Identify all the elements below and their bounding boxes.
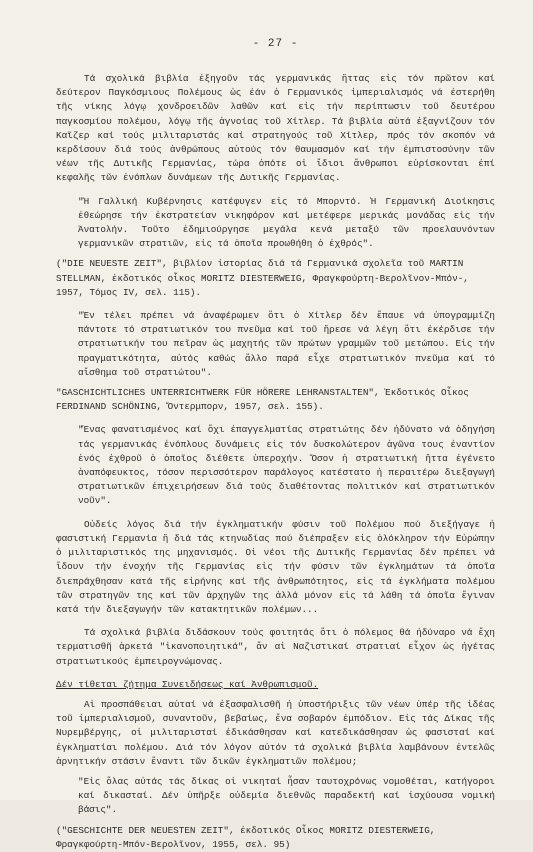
quote-victors-judges: "Εἰς ὅλας αὐτάς τάς δίκας οἱ νικηταί ἦσαν ταυτοχρόνως νομοθέται, κατήγοροι καί δικασταί. Δέν ὑπῆρξε οὐδεμία διεθνῶς παραδεκτή καί ἰσχύουσα νομική βάσις".: [78, 775, 495, 816]
paragraph-criminal-nature: Οὐδείς λόγος διά τήν ἐγκληματικήν φύσιν τοῦ Πολέμου πού διεξήγαγε ἡ φασιστική Γερμανία ἤ διά τάς κτηνωδίας πού διέπραξεν εἰς ὁλόκληρον τήν Εὐρώπην ὁ μιλιταριστικός της μηχανισμός. Οἱ νέοι τῆς Δυτικῆς Γερμανίας δέν πρέπει νά ἴδουν τήν ἐνοχήν τῆς Γερμανίας εἰς τήν φύσιν τῶν ἐγκλημάτων τά ὁποῖα διεπράχθησαν κατά τῆς εἰρήνης καί τῆς ἀνθρωπότητος, εἰς τά ἐγκλήματα πολέμου τῶν στρατηγῶν της καί τῶν ἀρχηγῶν της ἀλλά μόνον εἰς τά λάθη τά ὁποῖα ἔγιναν κατά τήν διεξαγωγήν τῶν κατακτητικῶν πολέμων...: [56, 518, 495, 615]
paragraph-nuremberg: Αἱ προσπάθειαι αὐταί νά ἐξασφαλισθῆ ἡ ὑποστήριξις τῶν νέων ὑπέρ τῆς ἰδέας τοῦ ἰμπεριαλισμοῦ, συναντοῦν, βεβαίως, ἕνα σοβαρόν ἐμπόδιον. Εἰς τάς Δίκας τῆς Νυρεμβέργης, οἱ μιλιταρισταί ἐδικάσθησαν καί κατεδικάσθησαν ὡς φασισταί καί ἐγκληματίαι πολέμου. Διά τόν λόγον αὐτόν τά σχολικά βιβλία λαμβάνουν ἐντελῶς ἀρνητικήν στάσιν ἔναντι τῶν δικῶν ἐγκληματιῶν πολέμου;: [56, 698, 495, 767]
citation-unterrichtwerk: "GASCHICHTLICHES UNTERRICHTWERK FÜR HÖRERE LEHRANSTALTEN", Ἐκδοτικός Οἶκος FERDINAND SCHÖNING, Ὄντερμπορν, 1957, σελ. 155).: [56, 387, 469, 413]
paragraph-school-books: Τά σχολικά βιβλία ἐξηγοῦν τάς γερμανικάς ἥττας εἰς τόν πρῶτον καί δεύτερον Παγκόσμιους Πολέμους ὡς ἐάν ὁ Γερμανικός ἰμπεριαλισμός νά ἐστερήθη τῆς νίκης λόγῳ χονδροειδῶν λαθῶν καί εἰς τήν περίπτωσιν τοῦ δευτέρου παγκοσμίου πολέμου, λόγῳ τῆς ἀγνοίας τοῦ Χίτλερ. Τά βιβλία αὐτά ἐξαγνίζουν τόν Καῖζερ καί τούς μιλιταριστάς καί στρατηγούς τοῦ Χίτλερ, πρός τόν σκοπόν νά κερδίσουν διά τούς ἀνθρώπους αὐτούς τόν θαυμασμόν καί τήν ἐμπιστοσύνην τῶν νέων τῆς Δυτικῆς Γερμανίας, τώρα ὁπότε οἱ ἴδιοι ἄνθρωποι εὑρίσκονται ἐπί κεφαλῆς τῶν ἐνόπλων δυνάμεων τῆς Δυτικῆς Γερμανίας.: [56, 73, 495, 184]
page-number: - 27 -: [252, 38, 299, 50]
citation-geschichte: ("GESCHICHTE DER NEUESTEN ZEIT", ἐκδοτικός Οἶκος MORITZ DIESTERWEIG, Φραγκφούρτη-Μπόν-Βερολῖνον, 1955, σελ. 95): [56, 824, 436, 850]
quote-fanatic-soldier: "Ἕνας φανατισμένος καί ὄχι ἐπαγγελματίας στρατιώτης δέν ἠδύνατο νά ὁδηγήση τάς γερμανικάς ἐνόπλους δυνάμεις εἰς τόν δυσκολώτερον ἀγῶνα τους ἐναντίον ἑνός ἐχθροῦ ὁ ὁποῖος διέθετε ὑπεροχήν. Ὅσον ἡ στρατιωτική ἥττα ἐγένετο ἀναπόφευκτος, τόσον περισσότερον παράλογος κατέστατο ἡ περαιτέρω διεξαγωγή στρατιωτικῶν ἐπιχειρήσεων διά τούς διαθέτοντας πολιτικόν καί στρατιωτικόν νοῦν".: [78, 424, 495, 507]
citation-die-neueste-zeit: ("DIE NEUESTE ZEIT", βιβλίον ἱστορίας διά τά Γερμανικά σχολεῖα τοῦ MARTIN STELLMAN, ἐκδοτικός οἶκος MORITZ DIESTERWEIG, Φραγκφούρτη-Βερολῖνον-Μπόν-, 1957, Τόμος IV, σελ. 115).: [56, 258, 469, 298]
quote-bordeaux: "Ἡ Γαλλική Κυβέρνησις κατέφυγεν εἰς τό Μπορντό. Ἡ Γερμανική Διοίκησις ἐθεώρησε τήν ἐκστρατείαν νικηφόρον καί μετέφερε μερικάς μονάδας εἰς τήν Ἀνατολήν. Τοῦτο ἐδημιούργησε μεγάλα κενά μεταξύ τῶν προελαυνόντων γερμανικῶν στρατιῶν, εἰς τά ὁποῖα προωθήθη ὁ ἐχθρός".: [78, 195, 495, 250]
section-heading: Δέν τίθεται ζήτημα Συνειδήσεως καί Ἀνθρωπισμοῦ.: [56, 678, 319, 690]
paragraph-military-experts: Τά σχολικά βιβλία διδάσκουν τούς φοιτητάς ὅτι ὁ πόλεμος θά ἠδύναρο νά ἔχη τερματισθῆ ἀρκετά "ἱκανοποιητικά", ἄν αἱ Ναζιστικαί στρατιαί εἶχον ὡς ἡγέτας στρατιωτικούς ἐμπειρογνώμονας.: [56, 627, 495, 667]
quote-hitler-spirit: "Ἐν τέλει πρέπει νά ἀναφέρωμεν ὅτι ὁ Χίτλερ δέν ἔπαυε νά ὑπογραμμίζη πάντοτε τό στρατιωτικόν του πνεῦμα καί τοῦ ἤρεσε νά λέγη ὅτι ἐκέρδισε τήν στρατιωτικήν του πεῖραν ὡς μαχητής τῶν πρώτων γραμμῶν τοῦ μετώπου. Εἰς τήν πραγματικότητα, αὐτός καθώς ἄλλο παρά εἶχε στρατιωτικόν πνεῦμα καί τό αἴσθημα τοῦ στρατιώτου".: [78, 310, 495, 378]
